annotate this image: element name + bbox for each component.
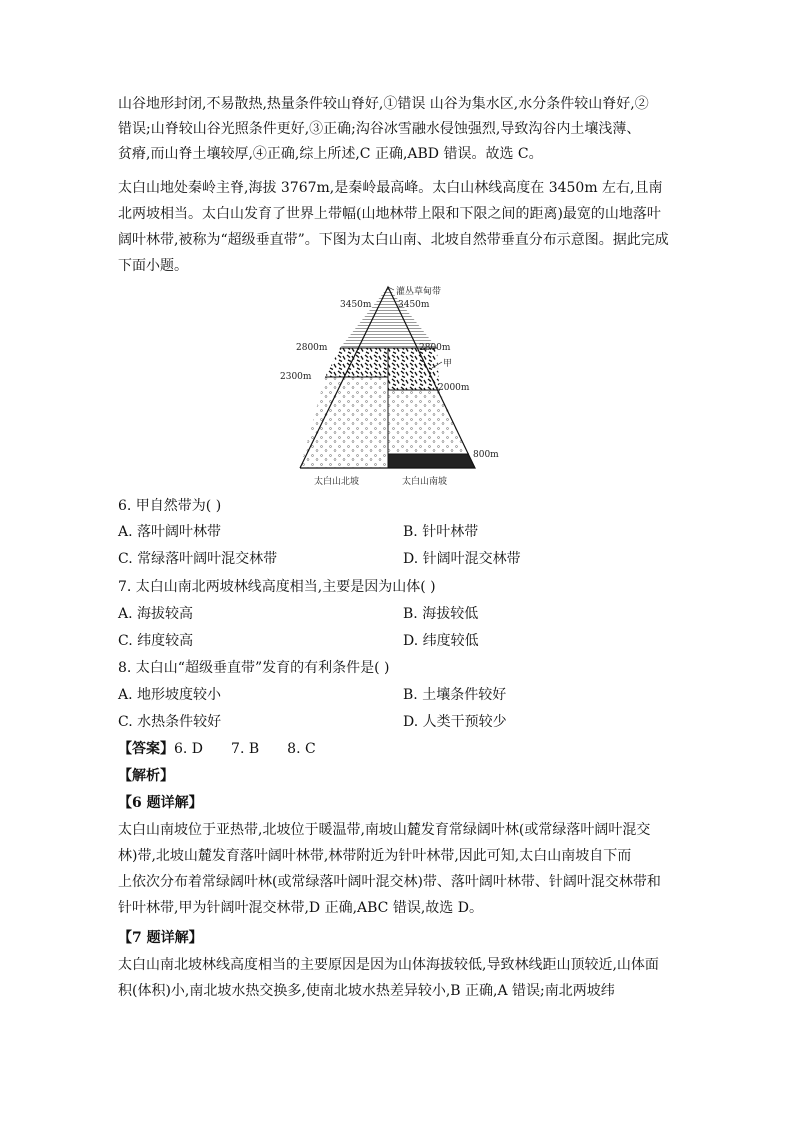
answer-value: 7. B	[231, 741, 260, 757]
south-base-zone	[388, 454, 475, 468]
material-line: 北两坡相当。太白山发育了世界上带幅(山地林带上限和下限之间的距离)最宽的山地落叶	[118, 206, 661, 222]
south-broadleaf-zone	[388, 390, 468, 454]
option-b: B. 土壤条件较好	[403, 687, 507, 703]
detail-line: 积(体积)小,南北坡水热交换多,使南北坡水热差异较小,B 正确,A 错误;南北两坡纬	[118, 983, 615, 999]
answer-value: 8. C	[287, 741, 316, 757]
option-c: C. 水热条件较好	[118, 714, 222, 730]
option-b: B. 针叶林带	[403, 524, 479, 540]
north-slope-label: 太白山北坡	[314, 477, 360, 487]
north-broadleaf-zone	[300, 377, 388, 468]
right-altitude-label: 3450m	[398, 300, 430, 310]
material-line: 阔叶林带,被称为“超级垂直带”。下图为太白山南、北坡自然带垂直分布示意图。据此完成	[118, 232, 669, 248]
intro-line: 山谷地形封闭,不易散热,热量条件较山脊好,①错误 山谷为集水区,水分条件较山脊好,②	[118, 96, 649, 112]
answer-line	[118, 739, 316, 759]
intro-line: 错误;山脊较山谷光照条件更好,③正确;沟谷冰雪融水侵蚀强烈,导致沟谷内土壤浅薄、	[118, 121, 641, 137]
detail-line: 太白山南坡位于亚热带,北坡位于暖温带,南坡山麓发育常绿阔叶林(或常绿落叶阔叶混交	[118, 822, 651, 838]
intro-line: 贫瘠,而山脊土壤较厚,④正确,综上所述,C 正确,ABD 错误。故选 C。	[118, 146, 543, 162]
detail-6-heading: 【6 题详解】	[118, 795, 203, 811]
left-altitude-label: 3450m	[340, 300, 372, 310]
material-line: 下面小题。	[118, 258, 188, 274]
left-altitude-label: 2300m	[280, 372, 312, 382]
option-a: A. 海拔较高	[118, 606, 194, 622]
detail-7-heading: 【7 题详解】	[118, 930, 203, 946]
option-a: A. 地形坡度较小	[118, 687, 222, 703]
question-stem: 7. 太白山南北两坡林线高度相当,主要是因为山体( )	[118, 579, 436, 595]
top-zone-label: 灌丛草甸带	[396, 287, 442, 297]
right-altitude-label: 2800m	[419, 343, 451, 353]
question-stem: 6. 甲自然带为( )	[118, 498, 222, 514]
detail-line: 上依次分布着常绿阔叶林(或常绿落叶阔叶混交林)带、落叶阔叶林带、针阔叶混交林带和	[118, 874, 661, 890]
vertical-zone-diagram	[280, 282, 499, 488]
material-line: 太白山地处秦岭主脊,海拔 3767m,是秦岭最高峰。太白山林线高度在 3450m 左右,且南	[118, 180, 663, 196]
analysis-heading: 【解析】	[118, 768, 174, 784]
answer-label: 【答案】	[118, 741, 174, 757]
option-a: A. 落叶阔叶林带	[118, 524, 222, 540]
option-d: D. 针阔叶混交林带	[403, 551, 521, 567]
option-c: C. 常绿落叶阔叶混交林带	[118, 551, 278, 567]
right-altitude-label: 800m	[473, 450, 499, 460]
option-d: D. 人类干预较少	[403, 714, 507, 730]
answer-value: 6. D	[174, 741, 204, 757]
option-c: C. 纬度较高	[118, 633, 194, 649]
question-stem: 8. 太白山“超级垂直带”发育的有利条件是( )	[118, 660, 390, 676]
left-altitude-label: 2800m	[296, 343, 328, 353]
option-b: B. 海拔较低	[403, 606, 479, 622]
option-d: D. 纬度较低	[403, 633, 479, 649]
detail-line: 太白山南北坡林线高度相当的主要原因是因为山体海拔较低,导致林线距山顶较近,山体面	[118, 957, 659, 973]
right-altitude-label: 2000m	[438, 383, 470, 393]
detail-line: 针叶林带,甲为针阔叶混交林带,D 正确,ABC 错误,故选 D。	[118, 900, 483, 916]
jia-label: 甲	[443, 359, 453, 369]
detail-line: 林)带,北坡山麓发育落叶阔叶林带,林带附近为针叶林带,因此可知,太白山南坡自下而	[118, 848, 632, 864]
south-slope-label: 太白山南坡	[402, 477, 448, 487]
